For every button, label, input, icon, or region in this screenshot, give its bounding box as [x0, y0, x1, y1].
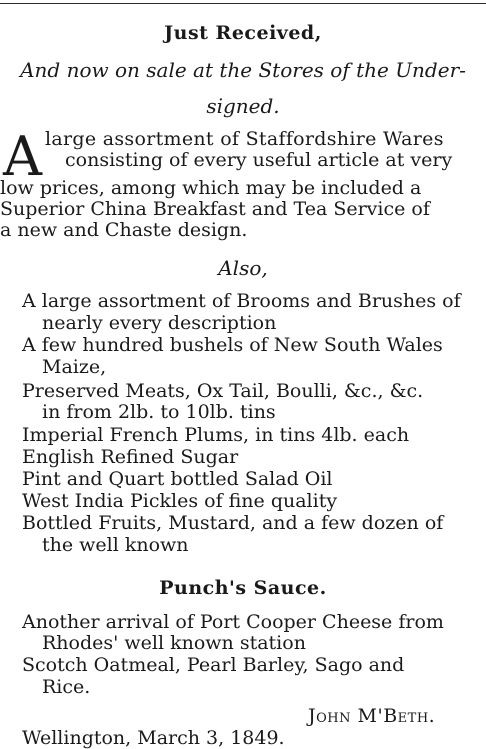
item-line-12: the well known	[42, 534, 189, 556]
intro-line-3: low prices, among which may be included a	[0, 177, 422, 199]
item-line-6: in from 2lb. to 10lb. tins	[42, 401, 276, 423]
drop-cap: A	[3, 125, 42, 188]
intro-line-1: large assortment of Staffordshire Wares	[45, 128, 444, 150]
subheading-line-2: signed.	[206, 94, 280, 118]
item-line-2: nearly every description	[42, 312, 277, 334]
item-line-1: A large assortment of Brooms and Brushes of	[22, 290, 461, 312]
intro-line-2: consisting of every useful article at very	[65, 149, 453, 171]
more-line-1: Another arrival of Port Cooper Cheese from	[22, 611, 444, 633]
item-line-11: Bottled Fruits, Mustard, and a few dozen of	[22, 512, 444, 534]
heading: Just Received,	[164, 22, 322, 44]
more-line-3: Scotch Oatmeal, Pearl Barley, Sago and	[22, 654, 405, 676]
item-line-3: A few hundred bushels of New South Wales	[22, 334, 443, 356]
subheading-line-1: And now on sale at the Stores of the Under-	[20, 58, 466, 82]
item-line-10: West India Pickles of fine quality	[22, 490, 338, 512]
item-line-7: Imperial French Plums, in tins 4lb. each	[22, 424, 410, 446]
more-line-2: Rhodes' well known station	[42, 632, 306, 654]
top-rule	[0, 3, 486, 4]
item-line-9: Pint and Quart bottled Salad Oil	[22, 468, 333, 490]
intro-line-5: a new and Chaste design.	[0, 219, 248, 241]
item-line-8: English Refined Sugar	[22, 446, 239, 468]
more-line-4: Rice.	[42, 676, 91, 698]
punch-sauce-heading: Punch's Sauce.	[159, 577, 327, 599]
dateline: Wellington, March 3, 1849.	[22, 727, 285, 749]
signature: John M'Beth.	[308, 705, 436, 727]
item-line-5: Preserved Meats, Ox Tail, Boulli, &c., &c.	[22, 380, 424, 402]
intro-line-4: Superior China Breakfast and Tea Service of	[0, 198, 430, 220]
item-line-4: Maize,	[42, 356, 107, 378]
also-heading: Also,	[218, 256, 268, 280]
